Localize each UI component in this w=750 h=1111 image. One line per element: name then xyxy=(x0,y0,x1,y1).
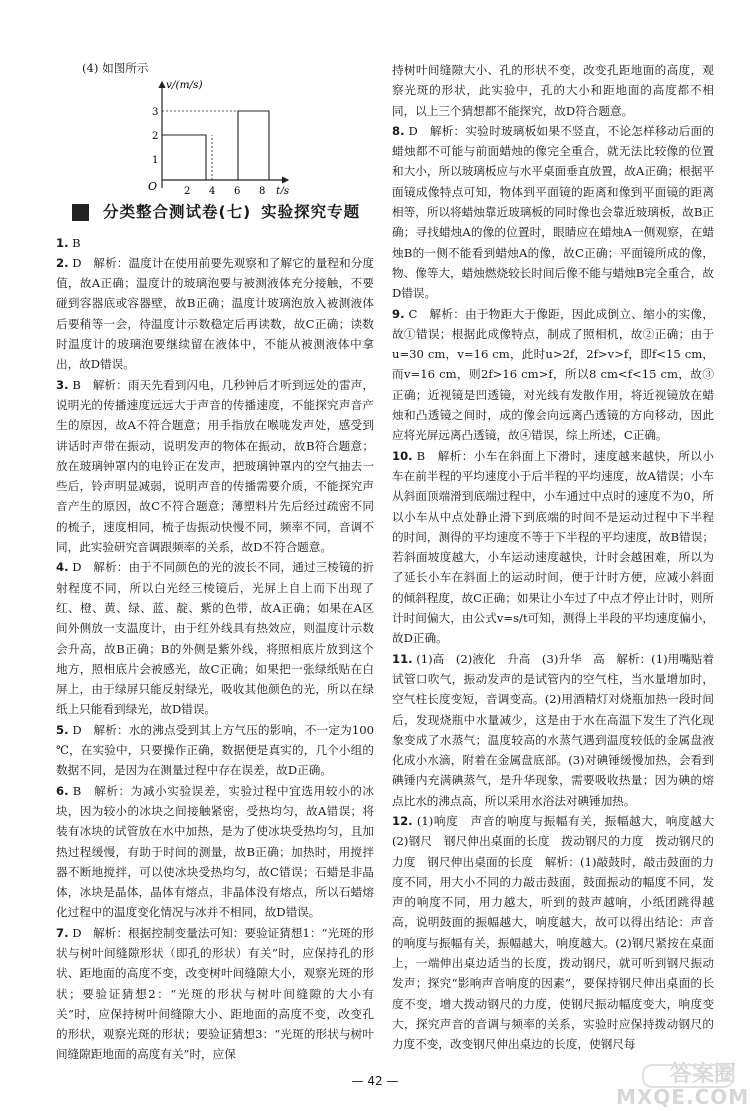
section-heading xyxy=(72,202,374,222)
answer-item xyxy=(392,649,714,811)
velocity-time-graph xyxy=(142,76,294,194)
answer-item xyxy=(56,781,374,923)
answer-text: D 解析：由于不同颜色的光的波长不同，通过三棱镜的折射程度不同，所以白光经三棱镜后，光屏上自上而下出现了红、橙、黄、绿、蓝、靛、紫的色带，故A正确；如果在A区间外侧放一支温度计，由于红外线具有热效应，则温度计示数会升高，故B正确；B的外侧是紫外线，将照相底片放到这个地方，照相底片会被感光，故C正确；如果把一张绿纸贴在白屏上，由于绿屏只能反射绿光，吸收其他颜色的光，所以在绿纸上只能看到绿光，故D错误。 xyxy=(56,560,374,717)
answer-text: D 解析：温度计在使用前要先观察和了解它的量程和分度值，故A正确；温度计的玻璃泡要与被测液体充分接触，不要碰到容器底或容器壁，故B正确；温度计玻璃泡放入被测液体后要稍等一会，待温度计示数稳定后再读数，故C正确；读数时温度计的玻璃泡要继续留在液体中，不能从被测液体中拿出，故D错误。 xyxy=(56,255,374,372)
left-column xyxy=(56,58,374,1065)
answer-text: (1)响度 声音的响度与振幅有关，振幅越大，响度越大 (2)钢尺 钢尺伸出桌面的长度 拨动钢尺的力度 拨动钢尺的力度 钢尺伸出桌面的长度 解析：(1)敲鼓时，敲击鼓面的力度不同，用大小不同的力敲击鼓面，鼓面振动的幅度不同，发声的响度不同，用力越大，听到的鼓声越响，小纸团跳得越高，说明鼓面的振幅越大，响度越大，故可以得出结论：声音的响度与振幅有关，振幅越大，响度越大。(2)钢尺紧按在桌面上，一端伸出桌边适当的长度，拨动钢尺，就可听到钢尺振动发声；探究“影响声音响度的因素”，要保持钢尺伸出桌面的长度不变，增大拨动钢尺的力度，使钢尺振动幅度变大，响度变大，探究声音的音调与频率的关系，实验时应保持拨动钢尺的力度不变，改变钢尺伸出桌边的长度，使钢尺每 xyxy=(392,813,726,1052)
answer-text: 持树叶间缝隙大小、孔的形状不变，改变孔距地面的高度，观察光斑的形状，此实验中，孔的大小和距地面的高度都不相同，以上三个猜想都不能探究，故D符合题意。 xyxy=(392,63,714,118)
title-block-icon xyxy=(72,204,89,221)
answer-item xyxy=(392,811,726,1055)
answer-number: 11. xyxy=(392,651,413,666)
watermark-line1: 答案圈 xyxy=(669,1062,736,1087)
answer-item xyxy=(56,233,374,253)
answer-text: B xyxy=(72,235,81,250)
answer-text: D 解析：水的沸点受到其上方气压的影响，不一定为100 ℃，在实验中，只要操作正确，数据便是真实的，几个小组的数据不同，是因为在测量过程中存在误差，故D正确。 xyxy=(56,722,374,778)
answer-number: 4. xyxy=(56,560,69,575)
right-answer-list xyxy=(392,60,726,1055)
answer-text: B 解析：雨天先看到闪电，几秒钟后才听到远处的雷声，说明光的传播速度远远大于声音的传播速度，不能探究声音产生的原因，故A不符合题意；用手指放在喉咙发声处，感受到讲话时声带在振动，说明发声的物体在振动，故B符合题意；放在玻璃钟罩内的电铃正在发声，把玻璃钟罩内的空气抽去一些后，铃声明显减弱，说明声音的传播需要介质，不能探究声音产生的原因，故C不符合题意；薄塑料片先后经过疏密不同的梳子，速度相同，梳子齿振动快慢不同，频率不同，音调不同，此实验研究音调跟频率的关系，故D不符合题意。 xyxy=(56,377,374,555)
answer-text: D 解析：根据控制变量法可知：要验证猜想1：“光斑的形状与树叶间缝隙形状（即孔的形状）有关”时，应保持孔的形状、距地面的高度不变，改变树叶间缝隙大小，观察光斑的形状；要验证猜想2：“光斑的形状与树叶间缝隙的大小有关”时，应保持树叶间缝隙大小、距地面的高度不变，改变孔的形状，观察光斑的形状；要验证猜想3：“光斑的形状与树叶间缝隙距地面的高度有关”时，应保 xyxy=(56,925,375,1062)
answer-item xyxy=(56,375,374,558)
watermark-arc-icon xyxy=(642,1064,734,1088)
y-tick-1: 1 xyxy=(152,155,159,167)
answer-number: 3. xyxy=(56,377,69,392)
answer-item xyxy=(392,446,714,649)
page-number: — 42 — xyxy=(351,1074,399,1088)
y-tick-2: 2 xyxy=(152,131,159,143)
answer-item xyxy=(56,720,374,781)
answer-text: (1)高 (2)液化 升高 (3)升华 高 解析：(1)用嘴贴着试管口吹气，振动发声的是试管内的空气柱，当水量增加时，空气柱长度变短，音调变高。(2)用酒精灯对烧瓶加热一段时间后，发现烧瓶中水量减少，这是由于水在高温下发生了汽化现象变成了水蒸气；温度较高的水蒸气遇到温度较低的金属盘液化成小水滴，附着在金属盘底部。(3)对碘锤缓慢加热，会看到碘锤内充满碘蒸气，是升华现象，需要吸收热量；因为碘的熔点比水的沸点高，所以采用水浴法对碘锤加热。 xyxy=(392,651,714,808)
answer-number: 7. xyxy=(56,925,69,940)
answer-item xyxy=(56,557,374,719)
answer-number: 8. xyxy=(392,123,405,138)
segment-0-5 xyxy=(162,135,206,180)
answer-text: B 解析：为减小实验误差，实验过程中宜选用较小的冰块，因为较小的冰块之间接触紧密，受热均匀，故A错误；将装有冰块的试管放在水中加热，是为了使冰块受热均匀，且加热过程缓慢，有助于时间的测量，故B正确；加热时，用搅拌器不断地搅拌，可以使冰块受热均匀，故C错误；石蜡是非晶体，冰块是晶体，晶体有熔点，非晶体没有熔点，所以石蜡熔化过程中的温度变化情况与冰并不相同，故D错误。 xyxy=(56,783,374,920)
site-watermark xyxy=(616,1062,750,1109)
left-answer-list xyxy=(56,233,374,1065)
watermark-line2: MXQE.COM xyxy=(616,1085,750,1109)
x-tick-2: 2 xyxy=(184,186,191,195)
origin-label: O xyxy=(148,180,158,194)
right-column xyxy=(392,60,726,1055)
y-axis-label: v/(m/s) xyxy=(166,79,203,92)
answer-number: 1. xyxy=(56,235,69,250)
section-title: 分类整合测试卷(七) xyxy=(103,203,252,222)
answer-number: 6. xyxy=(56,783,69,798)
x-tick-8: 8 xyxy=(259,186,266,195)
segment-6-9 xyxy=(238,111,269,180)
x-tick-4: 4 xyxy=(209,186,216,195)
answer-item xyxy=(56,253,374,375)
x-axis-label: t/s xyxy=(276,185,290,195)
figure-caption: (4) 如图所示 xyxy=(82,61,149,75)
section-subtitle: 实验探究专题 xyxy=(261,203,361,222)
answer-item xyxy=(392,60,714,121)
answer-number: 9. xyxy=(392,306,405,321)
answer-text: C 解析：由于物距大于像距，因此成倒立、缩小的实像，故①错误；根据此成像特点，制成了照相机，故②正确；由于u=30 cm，v=16 cm，此时u>2f，2f>v>f，即f<15 cm，而v=16 cm，则2f>16 cm>f，所以8 cm<f<15 cm，故③正确；近视镜是凹透镜，对光线有发散作用，将近视镜放在蜡烛和凸透镜之间时，成的像会向远离凸透镜的方向移动，因此应将光屏远离凸透镜，故④错误，综上所述，C正确。 xyxy=(392,306,715,443)
answer-item xyxy=(392,304,714,446)
answer-number: 12. xyxy=(392,813,413,828)
answer-text: D 解析：实验时玻璃板如果不竖直，不论怎样移动后面的蜡烛都不可能与前面蜡烛的像完全重合，就无法比较像的位置和大小，所以玻璃板应与水平桌面垂直放置，故A正确；根据平面镜成像特点可知，物体到平面镜的距离和像到平面镜的距离相等，所以将蜡烛靠近玻璃板的同时像也会靠近玻璃板，故B正确；寻找蜡烛A的像的位置时，眼睛应在蜡烛A一侧观察，在蜡烛B的一侧不能看到蜡烛A的像，故C正确；平面镜所成的像，物、像等大，蜡烛燃烧较长时间后像不能与蜡烛B完全重合，故D错误。 xyxy=(392,123,714,301)
answer-number: 5. xyxy=(56,722,69,737)
answer-number: 10. xyxy=(392,448,413,463)
answer-item xyxy=(56,923,374,1065)
answer-number: 2. xyxy=(56,255,69,270)
y-tick-3: 3 xyxy=(152,107,159,119)
answer-text: B 解析：小车在斜面上下滑时，速度越来越快，所以小车在前半程的平均速度小于后半程的平均速度，故A错误；小车从斜面顶端滑到底端过程中，小车通过中点时的速度不为0，所以小车从中点处静止滑下到底端的时间不是运动过程中下半程的时间，测得的平均速度不等于下半程的平均速度，故B错误；若斜面坡度越大，小车运动速度越快，计时会越困难，所以为了延长小车在斜面上的运动时间，便于计时方便，应减小斜面的倾斜程度，故C正确；如果让小车过了中点才停止计时，则所计时间偏大，由公式v=s/t可知，测得上半段的平均速度偏小，故D正确。 xyxy=(392,448,714,646)
x-tick-6: 6 xyxy=(234,186,241,195)
answer-item xyxy=(392,121,714,304)
